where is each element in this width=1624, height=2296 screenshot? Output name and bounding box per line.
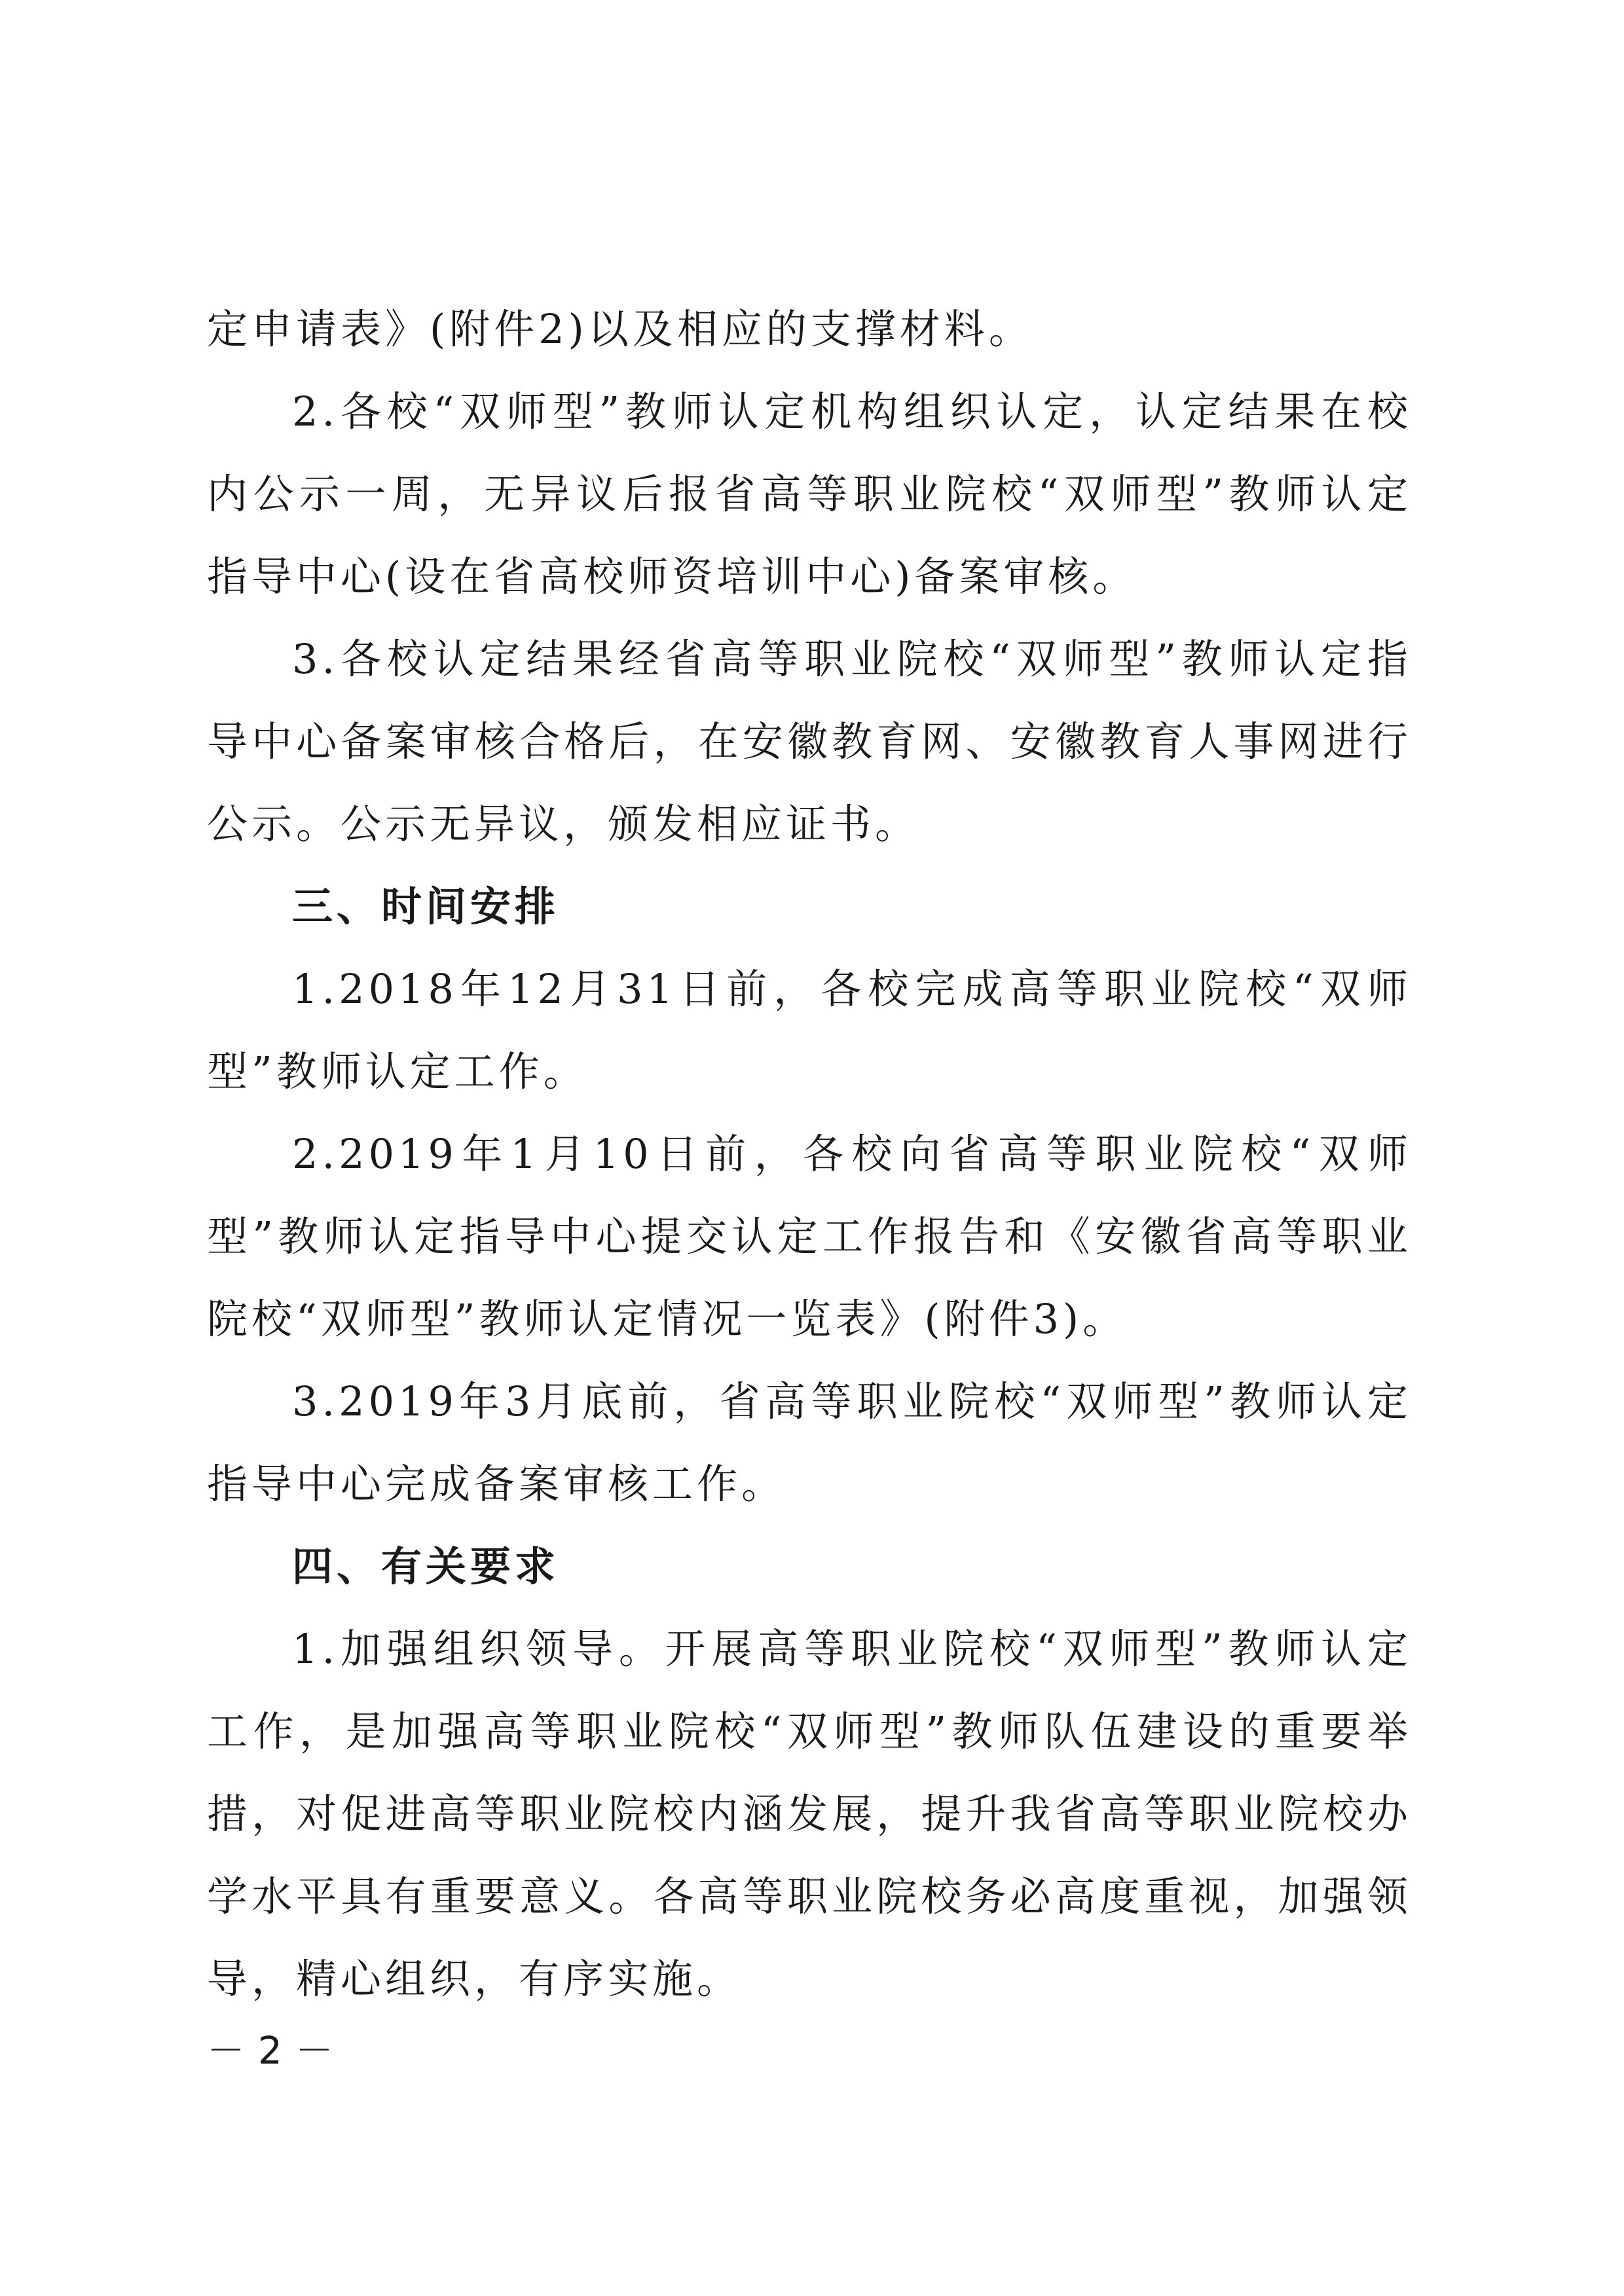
paragraph-continuation: 定申请表》(附件2)以及相应的支撑材料。 — [207, 305, 1033, 353]
section-heading-schedule: 三、时间安排 — [292, 883, 560, 930]
paragraph-schedule-3: 3.2019年3月底前，省高等职业院校“双师型”教师认定指导中心完成备案审核工作。 — [207, 1377, 1412, 1508]
document-body — [207, 288, 1412, 2020]
paragraph-item-2-recognition: 2.各校“双师型”教师认定机构组织认定，认定结果在校内公示一周，无异议后报省高等职业院校“双师型”教师认定指导中心(设在省高校师资培训中心)备案审核。 — [207, 388, 1412, 600]
page-number: －2－ — [207, 2028, 346, 2073]
section-heading-requirements: 四、有关要求 — [292, 1542, 560, 1590]
paragraph-schedule-2: 2.2019年1月10日前，各校向省高等职业院校“双师型”教师认定指导中心提交认定工作报告和《安徽省高等职业院校“双师型”教师认定情况一览表》(附件3)。 — [207, 1130, 1412, 1343]
paragraph-requirement-1: 1.加强组织领导。开展高等职业院校“双师型”教师认定工作，是加强高等职业院校“双师型”教师队伍建设的重要举措，对促进高等职业院校内涵发展，提升我省高等职业院校办学水平具有重要意义。各高等职业院校务必高度重视，加强领导，精心组织，有序实施。 — [207, 1625, 1412, 2003]
paragraph-schedule-1: 1.2018年12月31日前，各校完成高等职业院校“双师型”教师认定工作。 — [207, 965, 1412, 1095]
paragraph-item-3-publication: 3.各校认定结果经省高等职业院校“双师型”教师认定指导中心备案审核合格后，在安徽教育网、安徽教育人事网进行公示。公示无异议，颁发相应证书。 — [207, 635, 1412, 848]
